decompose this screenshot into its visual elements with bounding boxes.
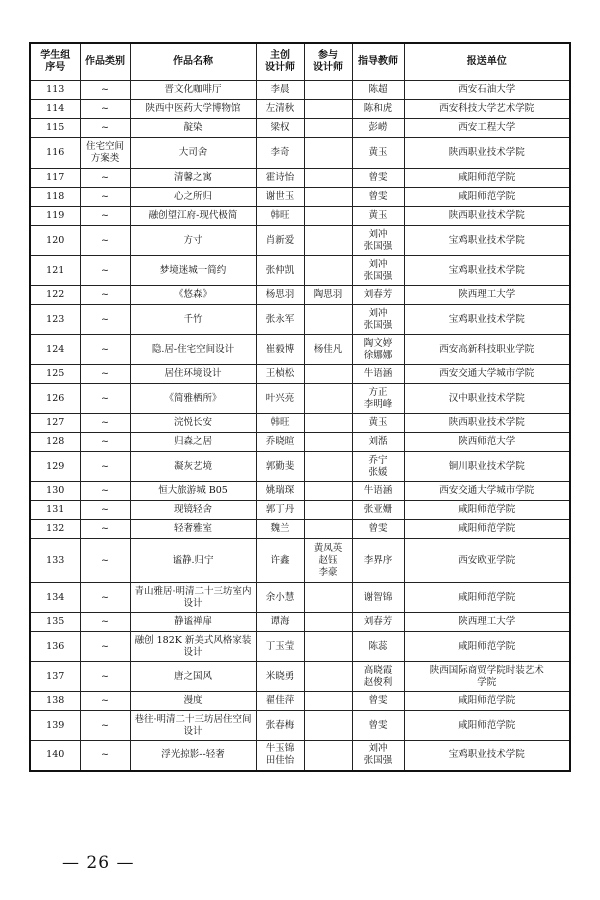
cell-co-designer: 黄凤英 赵钰 李豪: [304, 539, 352, 583]
cell-lead-designer: 丁玉莹: [256, 632, 304, 662]
cell-co-designer: [304, 482, 352, 501]
cell-lead-designer: 李奇: [256, 138, 304, 169]
cell-category: ~: [80, 711, 130, 741]
cell-serial: 126: [30, 384, 80, 414]
cell-lead-designer: 韩旺: [256, 207, 304, 226]
cell-lead-designer: 叶兴亮: [256, 384, 304, 414]
cell-advisor: 曾雯: [352, 520, 404, 539]
cell-co-designer: [304, 256, 352, 286]
cell-work-name: 凝灰艺境: [130, 452, 256, 482]
cell-lead-designer: 姚瑞琛: [256, 482, 304, 501]
cell-co-designer: [304, 81, 352, 100]
cell-institution: 陕西职业技术学院: [404, 138, 570, 169]
cell-advisor: 谢智锦: [352, 583, 404, 613]
cell-category: ~: [80, 741, 130, 771]
cell-category: ~: [80, 119, 130, 138]
cell-serial: 120: [30, 226, 80, 256]
cell-co-designer: [304, 613, 352, 632]
cell-category: ~: [80, 662, 130, 692]
cell-co-designer: [304, 433, 352, 452]
table-row: [30, 711, 570, 741]
cell-work-name: 现镜轻舍: [130, 501, 256, 520]
cell-category: ~: [80, 365, 130, 384]
cell-co-designer: [304, 662, 352, 692]
cell-advisor: 曾雯: [352, 188, 404, 207]
cell-co-designer: [304, 711, 352, 741]
cell-advisor: 彭崂: [352, 119, 404, 138]
cell-co-designer: 陶思羽: [304, 286, 352, 305]
cell-category: ~: [80, 188, 130, 207]
cell-serial: 131: [30, 501, 80, 520]
cell-category: ~: [80, 482, 130, 501]
cell-institution: 西安科技大学艺术学院: [404, 100, 570, 119]
cell-co-designer: [304, 100, 352, 119]
cell-advisor: 刘冲 张国强: [352, 305, 404, 335]
table-row: [30, 226, 570, 256]
cell-lead-designer: 乔晓暄: [256, 433, 304, 452]
cell-institution: 宝鸡职业技术学院: [404, 741, 570, 771]
cell-advisor: 黄玉: [352, 138, 404, 169]
cell-institution: 咸阳师范学院: [404, 632, 570, 662]
cell-advisor: 黄玉: [352, 207, 404, 226]
cell-work-name: 梦境迷城一简约: [130, 256, 256, 286]
table-row: [30, 256, 570, 286]
cell-co-designer: [304, 741, 352, 771]
col-header-advisor: 指导教师: [352, 43, 404, 81]
table-row: [30, 501, 570, 520]
cell-co-designer: [304, 501, 352, 520]
cell-work-name: 归森之居: [130, 433, 256, 452]
col-header-co-designer: 参与 设计师: [304, 43, 352, 81]
cell-institution: 西安工程大学: [404, 119, 570, 138]
cell-advisor: 曾雯: [352, 692, 404, 711]
cell-co-designer: [304, 384, 352, 414]
cell-work-name: 恒大旅游城 B05: [130, 482, 256, 501]
table-row: [30, 286, 570, 305]
cell-work-name: 居住环境设计: [130, 365, 256, 384]
cell-category: ~: [80, 433, 130, 452]
cell-category: ~: [80, 583, 130, 613]
cell-work-name: 漫度: [130, 692, 256, 711]
cell-co-designer: [304, 692, 352, 711]
cell-lead-designer: 李晨: [256, 81, 304, 100]
table-row: [30, 365, 570, 384]
cell-lead-designer: 郭勤斐: [256, 452, 304, 482]
cell-work-name: 《悠森》: [130, 286, 256, 305]
cell-category: ~: [80, 169, 130, 188]
cell-category: ~: [80, 256, 130, 286]
cell-co-designer: [304, 632, 352, 662]
cell-co-designer: [304, 188, 352, 207]
cell-category: ~: [80, 100, 130, 119]
cell-institution: 陕西职业技术学院: [404, 414, 570, 433]
cell-category: ~: [80, 501, 130, 520]
cell-institution: 咸阳师范学院: [404, 188, 570, 207]
cell-co-designer: [304, 226, 352, 256]
cell-lead-designer: 谢世玉: [256, 188, 304, 207]
cell-institution: 咸阳师范学院: [404, 711, 570, 741]
cell-advisor: 张亚姗: [352, 501, 404, 520]
cell-serial: 119: [30, 207, 80, 226]
cell-serial: 113: [30, 81, 80, 100]
col-header-work-name: 作品名称: [130, 43, 256, 81]
cell-co-designer: [304, 119, 352, 138]
cell-work-name: 巷往·明清二十三坊居住空间 设计: [130, 711, 256, 741]
cell-lead-designer: 崔毅博: [256, 335, 304, 365]
cell-co-designer: [304, 169, 352, 188]
cell-work-name: 浮光掠影--轻奢: [130, 741, 256, 771]
cell-work-name: 清馨之寓: [130, 169, 256, 188]
cell-work-name: 静谧禅扉: [130, 613, 256, 632]
cell-advisor: 李界序: [352, 539, 404, 583]
cell-lead-designer: 张永军: [256, 305, 304, 335]
cell-category: ~: [80, 520, 130, 539]
cell-lead-designer: 牛玉锦 田佳怡: [256, 741, 304, 771]
col-header-institution: 报送单位: [404, 43, 570, 81]
table-row: [30, 482, 570, 501]
col-header-lead-designer: 主创 设计师: [256, 43, 304, 81]
cell-advisor: 曾雯: [352, 169, 404, 188]
cell-serial: 123: [30, 305, 80, 335]
cell-category: ~: [80, 305, 130, 335]
cell-serial: 121: [30, 256, 80, 286]
cell-category: ~: [80, 692, 130, 711]
cell-category: ~: [80, 539, 130, 583]
cell-serial: 114: [30, 100, 80, 119]
table-row: [30, 138, 570, 169]
cell-work-name: 陕西中医药大学博物馆: [130, 100, 256, 119]
table-row: [30, 433, 570, 452]
cell-work-name: 千竹: [130, 305, 256, 335]
cell-co-designer: [304, 414, 352, 433]
cell-category: ~: [80, 81, 130, 100]
cell-serial: 137: [30, 662, 80, 692]
cell-co-designer: [304, 305, 352, 335]
cell-category: ~: [80, 207, 130, 226]
cell-serial: 130: [30, 482, 80, 501]
cell-institution: 宝鸡职业技术学院: [404, 226, 570, 256]
cell-lead-designer: 韩旺: [256, 414, 304, 433]
cell-advisor: 陈蕊: [352, 632, 404, 662]
cell-work-name: 谧静.归宁: [130, 539, 256, 583]
cell-advisor: 方正 李明峰: [352, 384, 404, 414]
cell-serial: 132: [30, 520, 80, 539]
cell-institution: 咸阳师范学院: [404, 520, 570, 539]
table-row: [30, 692, 570, 711]
cell-institution: 西安交通大学城市学院: [404, 482, 570, 501]
cell-institution: 宝鸡职业技术学院: [404, 256, 570, 286]
table-row: [30, 81, 570, 100]
cell-serial: 115: [30, 119, 80, 138]
cell-co-designer: [304, 365, 352, 384]
cell-institution: 西安高新科技职业学院: [404, 335, 570, 365]
cell-category: ~: [80, 452, 130, 482]
cell-lead-designer: 杨思羽: [256, 286, 304, 305]
cell-advisor: 陈超: [352, 81, 404, 100]
header-row: [30, 43, 570, 81]
cell-lead-designer: 郭丁丹: [256, 501, 304, 520]
cell-co-designer: [304, 452, 352, 482]
cell-advisor: 刘冲 张国强: [352, 226, 404, 256]
cell-institution: 咸阳师范学院: [404, 501, 570, 520]
table-row: [30, 207, 570, 226]
cell-category: ~: [80, 414, 130, 433]
cell-serial: 138: [30, 692, 80, 711]
table-row: [30, 539, 570, 583]
cell-work-name: 融创 182K 新美式风格家装设计: [130, 632, 256, 662]
table-row: [30, 188, 570, 207]
cell-institution: 西安欧亚学院: [404, 539, 570, 583]
cell-work-name: 唐之国风: [130, 662, 256, 692]
cell-serial: 133: [30, 539, 80, 583]
cell-institution: 宝鸡职业技术学院: [404, 305, 570, 335]
cell-institution: 陕西理工大学: [404, 286, 570, 305]
cell-institution: 铜川职业技术学院: [404, 452, 570, 482]
cell-lead-designer: 肖新爱: [256, 226, 304, 256]
cell-institution: 陕西国际商贸学院时装艺术 学院: [404, 662, 570, 692]
table-row: [30, 662, 570, 692]
table-row: [30, 119, 570, 138]
cell-category: ~: [80, 286, 130, 305]
cell-advisor: 牛语涵: [352, 482, 404, 501]
table-row: [30, 583, 570, 613]
cell-work-name: 晋文化咖啡厅: [130, 81, 256, 100]
cell-advisor: 刘春芳: [352, 286, 404, 305]
cell-category: ~: [80, 226, 130, 256]
cell-advisor: 乔宁 张媛: [352, 452, 404, 482]
table-row: [30, 305, 570, 335]
cell-co-designer: [304, 138, 352, 169]
table-row: [30, 632, 570, 662]
cell-serial: 136: [30, 632, 80, 662]
cell-advisor: 刘春芳: [352, 613, 404, 632]
cell-lead-designer: 魏兰: [256, 520, 304, 539]
cell-lead-designer: 谭海: [256, 613, 304, 632]
table-row: [30, 452, 570, 482]
cell-work-name: 方寸: [130, 226, 256, 256]
cell-advisor: 陶文婷 徐娜娜: [352, 335, 404, 365]
cell-serial: 140: [30, 741, 80, 771]
table-row: [30, 384, 570, 414]
cell-institution: 汉中职业技术学院: [404, 384, 570, 414]
cell-institution: 陕西理工大学: [404, 613, 570, 632]
cell-work-name: 轻奢雅室: [130, 520, 256, 539]
cell-lead-designer: 张春梅: [256, 711, 304, 741]
table-row: [30, 414, 570, 433]
page-number: — 26 —: [62, 853, 135, 873]
cell-co-designer: 杨佳凡: [304, 335, 352, 365]
cell-institution: 咸阳师范学院: [404, 583, 570, 613]
cell-work-name: 靛染: [130, 119, 256, 138]
cell-category: ~: [80, 632, 130, 662]
cell-serial: 129: [30, 452, 80, 482]
cell-serial: 139: [30, 711, 80, 741]
cell-advisor: 黄玉: [352, 414, 404, 433]
cell-lead-designer: 米晓勇: [256, 662, 304, 692]
cell-work-name: 心之所归: [130, 188, 256, 207]
cell-advisor: 刘冲 张国强: [352, 741, 404, 771]
cell-lead-designer: 梁权: [256, 119, 304, 138]
cell-serial: 122: [30, 286, 80, 305]
cell-advisor: 刘湉: [352, 433, 404, 452]
cell-institution: 陕西职业技术学院: [404, 207, 570, 226]
cell-institution: 西安石油大学: [404, 81, 570, 100]
cell-work-name: 浣悦长安: [130, 414, 256, 433]
cell-co-designer: [304, 520, 352, 539]
cell-lead-designer: 王楨松: [256, 365, 304, 384]
cell-lead-designer: 翟佳萍: [256, 692, 304, 711]
col-header-serial: 学生组 序号: [30, 43, 80, 81]
cell-advisor: 牛语涵: [352, 365, 404, 384]
table-row: [30, 520, 570, 539]
cell-lead-designer: 许鑫: [256, 539, 304, 583]
cell-category: ~: [80, 613, 130, 632]
cell-advisor: 陈和虎: [352, 100, 404, 119]
table-row: [30, 741, 570, 771]
cell-work-name: 《简雅栖所》: [130, 384, 256, 414]
cell-lead-designer: 霍诗怡: [256, 169, 304, 188]
cell-lead-designer: 左清秋: [256, 100, 304, 119]
cell-institution: 咸阳师范学院: [404, 169, 570, 188]
cell-institution: 陕西师范大学: [404, 433, 570, 452]
cell-serial: 128: [30, 433, 80, 452]
cell-advisor: 高晓霞 赵俊利: [352, 662, 404, 692]
cell-serial: 134: [30, 583, 80, 613]
table-row: [30, 169, 570, 188]
cell-lead-designer: 余小慧: [256, 583, 304, 613]
cell-serial: 125: [30, 365, 80, 384]
cell-category: ~: [80, 384, 130, 414]
cell-serial: 117: [30, 169, 80, 188]
table-row: [30, 100, 570, 119]
cell-serial: 116: [30, 138, 80, 169]
cell-serial: 118: [30, 188, 80, 207]
cell-serial: 127: [30, 414, 80, 433]
cell-work-name: 青山雅居·明清二十三坊室内 设计: [130, 583, 256, 613]
cell-advisor: 曾雯: [352, 711, 404, 741]
cell-lead-designer: 张仲凯: [256, 256, 304, 286]
cell-work-name: 隐.居-住宅空间设计: [130, 335, 256, 365]
cell-serial: 135: [30, 613, 80, 632]
cell-work-name: 融创望江府-现代极简: [130, 207, 256, 226]
col-header-category: 作品类别: [80, 43, 130, 81]
table-row: [30, 335, 570, 365]
cell-serial: 124: [30, 335, 80, 365]
cell-co-designer: [304, 207, 352, 226]
award-table: [29, 42, 571, 772]
table-body: [30, 81, 570, 771]
cell-category: 住宅空间 方案类: [80, 138, 130, 169]
cell-advisor: 刘冲 张国强: [352, 256, 404, 286]
cell-co-designer: [304, 583, 352, 613]
cell-institution: 西安交通大学城市学院: [404, 365, 570, 384]
cell-institution: 咸阳师范学院: [404, 692, 570, 711]
cell-work-name: 大司舍: [130, 138, 256, 169]
table-row: [30, 613, 570, 632]
cell-category: ~: [80, 335, 130, 365]
